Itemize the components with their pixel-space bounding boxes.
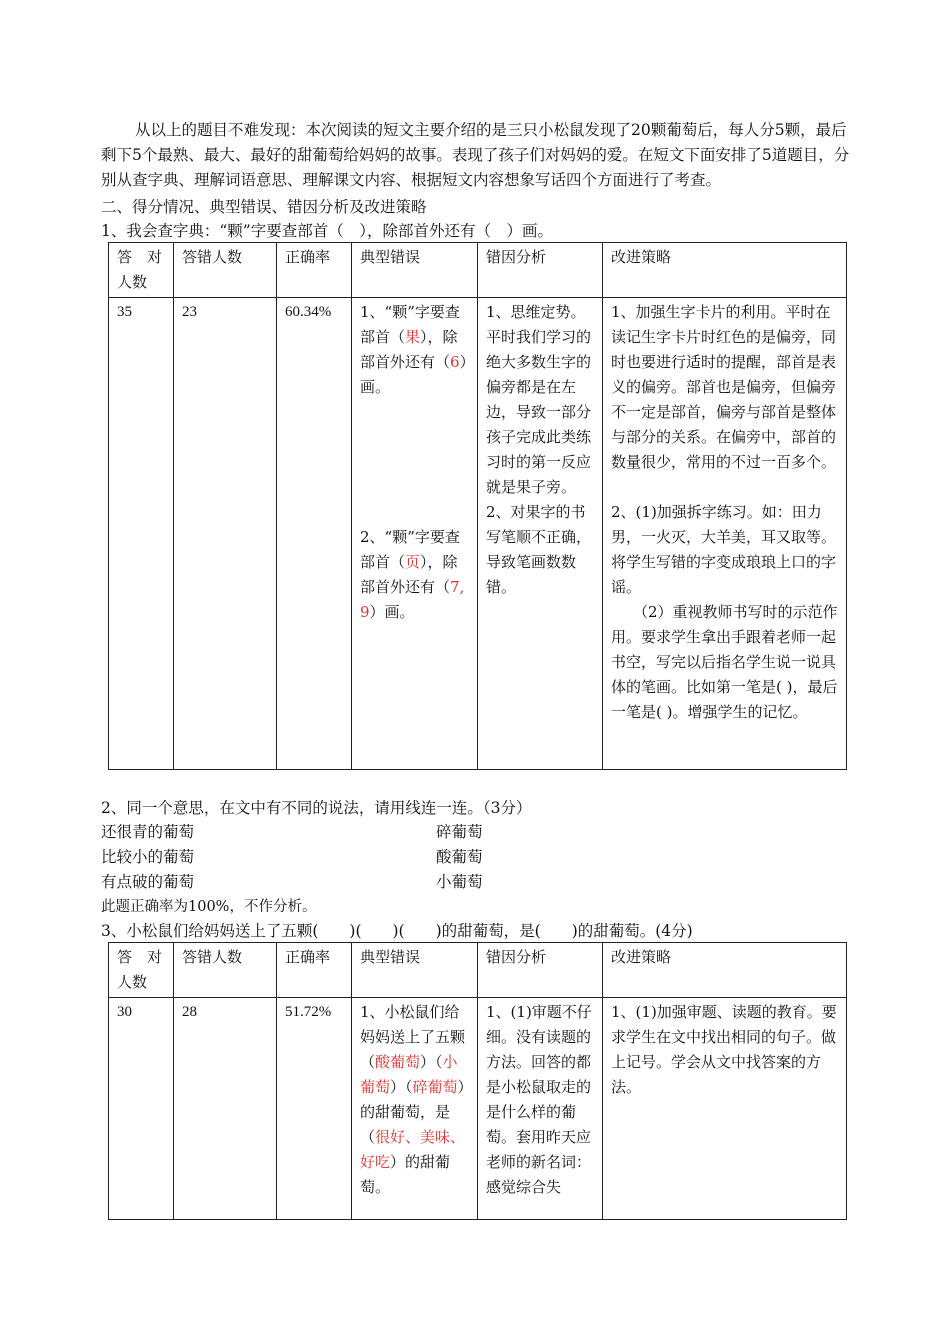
strategy-2b: （2）重视教师书写时的示范作用。要求学生拿出手跟着老师一起书空，写完以后指名学生说一说具体的笔画。比如第一笔是( )，最后一笔是( )。增强学生的记忆。 (611, 603, 838, 721)
match-left-3: 有点破的葡萄 (101, 873, 195, 891)
header-typical-errors: 典型错误 (352, 943, 478, 998)
question-2-title: 2、同一个意思，在文中有不同的说法，请用线连一连。（3分） (101, 799, 532, 817)
error-cause-cell (478, 998, 603, 1220)
section-2-heading: 二、得分情况、典型错误、错因分析及改进策略 (101, 198, 427, 216)
match-left-2: 比较小的葡萄 (101, 848, 195, 866)
header-error-cause: 错因分析 (478, 943, 603, 998)
table-row (109, 298, 847, 770)
header-typical-errors: 典型错误 (352, 243, 478, 298)
typical-error-2: 2、“颗”字要查部首（页），除部首外还有（7,9）画。 (360, 528, 465, 621)
error-cause-2: 2、对果字的书写笔顺不正确，导致笔画数数错。 (486, 503, 592, 596)
typical-error-1: 1、小松鼠们给妈妈送上了五颗（酸葡萄）（小葡萄）（碎葡萄）的甜葡萄，是（很好、美味、好吃）的甜葡萄。 (360, 1003, 466, 1196)
header-accuracy: 正确率 (277, 243, 352, 298)
typical-errors-cell (352, 998, 478, 1220)
error-cause-cell (478, 298, 603, 770)
accuracy-cell: 60.34% (277, 298, 352, 770)
header-wrong-count: 答错人数 (174, 243, 277, 298)
match-right-2: 酸葡萄 (436, 848, 483, 866)
typical-error-1: 1、“颗”字要查部首（果），除部首外还有（6）画。 (360, 303, 468, 396)
header-strategy: 改进策略 (603, 243, 847, 298)
strategy-cell (603, 298, 847, 770)
wrong-count-cell: 28 (174, 998, 277, 1220)
table-header-row (109, 943, 847, 998)
strategy-1: 1、加强生字卡片的利用。平时在读记生字卡片时红色的是偏旁，同时也要进行适时的提醒，部首是表义的偏旁。部首也是偏旁，但偏旁不一定是部首，偏旁与部首是整体与部分的关系。在偏旁中，部首的数量很少，常用的不过一百多个。 (611, 303, 837, 471)
strategy-2a: 2、(1)加强拆字练习。如：田力男，一火灭，大羊美，耳又取等。将学生写错的字变成琅琅上口的字谣。 (611, 503, 837, 596)
wrong-count-cell: 23 (174, 298, 277, 770)
question-2-note: 此题正确率为100%，不作分析。 (101, 899, 317, 915)
question-1-table (108, 242, 847, 770)
strategy-cell (603, 998, 847, 1220)
question-3-title: 3、小松鼠们给妈妈送上了五颗( )( )( )的甜葡萄，是( )的甜葡萄。(4分) (101, 922, 693, 940)
error-cause-1: 1、(1)审题不仔细。没有读题的方法。回答的都是小松鼠取走的是什么样的葡萄。套用昨天应老师的新名词：感觉综合失 (486, 1003, 592, 1196)
accuracy-cell: 51.72% (277, 998, 352, 1220)
match-right-3: 小葡萄 (436, 873, 483, 891)
intro-paragraph: 从以上的题目不难发现：本次阅读的短文主要介绍的是三只小松鼠发现了20颗葡萄后，每人分5颗，最后剩下5个最熟、最大、最好的甜葡萄给妈妈的故事。表现了孩子们对妈妈的爱。在短文下面安排了5道题目，分别从查字典、理解词语意思、理解课文内容、根据短文内容想象写话四个方面进行了考查。 (101, 121, 850, 189)
question-3-table (108, 942, 847, 1220)
typical-errors-cell (352, 298, 478, 770)
header-accuracy: 正确率 (277, 943, 352, 998)
header-error-cause: 错因分析 (478, 243, 603, 298)
table-row (109, 998, 847, 1220)
match-right-1: 碎葡萄 (436, 823, 483, 841)
table-header-row (109, 243, 847, 298)
header-wrong-count: 答错人数 (174, 943, 277, 998)
match-left-1: 还很青的葡萄 (101, 823, 195, 841)
header-correct-count: 答 对人数 (109, 243, 174, 298)
header-correct-count: 答 对人数 (109, 943, 174, 998)
error-cause-1: 1、思维定势。平时我们学习的绝大多数生字的偏旁都是在左边，导致一部分孩子完成此类练习时的第一反应就是果子旁。 (486, 303, 592, 496)
strategy-1: 1、(1)加强审题、读题的教育。要求学生在文中找出相同的句子。做上记号。学会从文中找答案的方法。 (611, 1003, 837, 1096)
correct-count-cell: 35 (109, 298, 174, 770)
question-1-title: 1、我会查字典：“颗”字要查部首（ ），除部首外还有（ ）画。 (101, 222, 553, 240)
correct-count-cell: 30 (109, 998, 174, 1220)
header-strategy: 改进策略 (603, 943, 847, 998)
